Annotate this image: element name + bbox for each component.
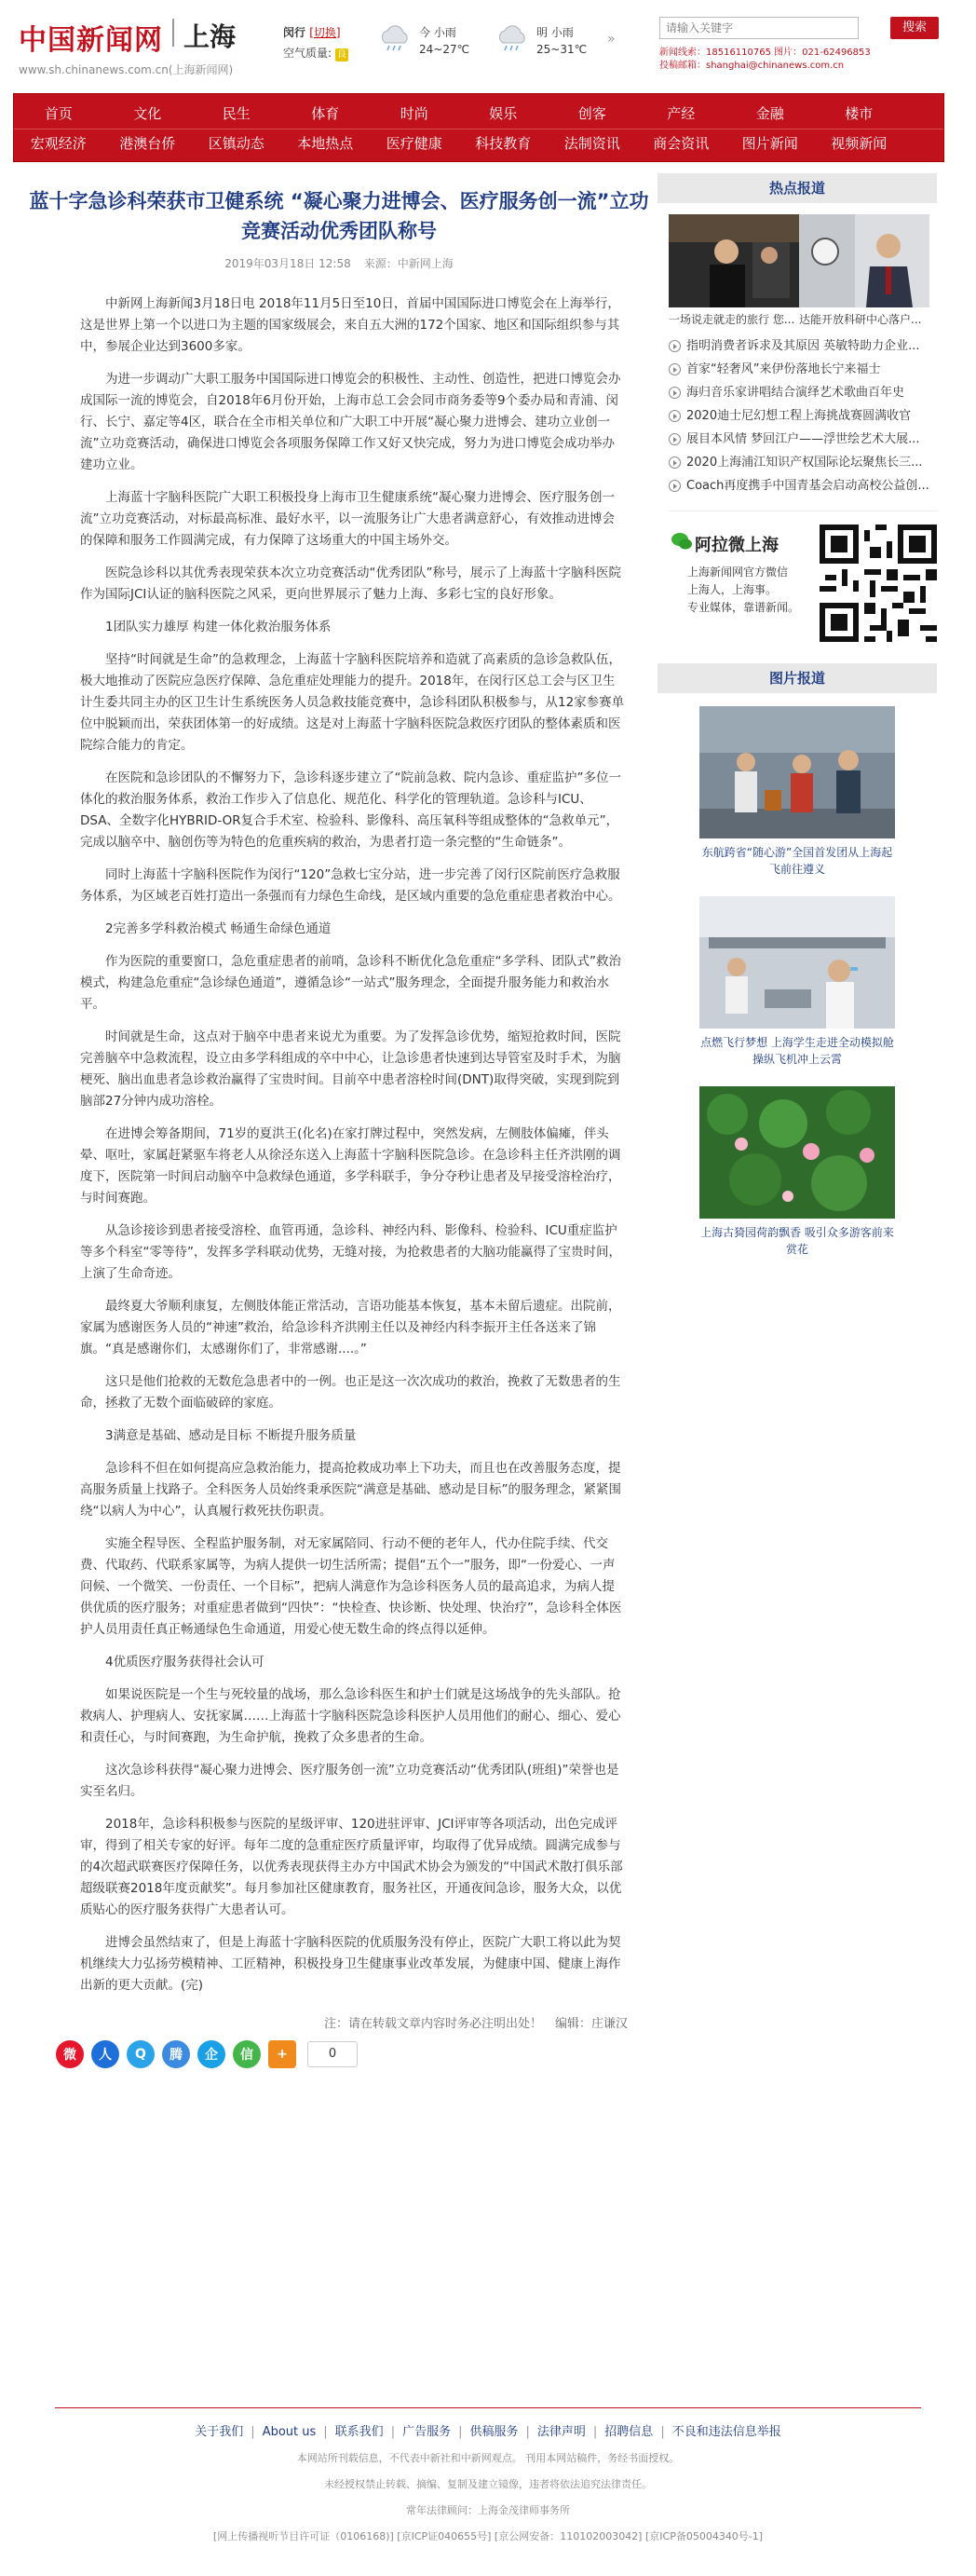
nav-item[interactable]: 本地热点 bbox=[297, 135, 354, 152]
footer-separator: | bbox=[592, 2425, 598, 2439]
qq-share-icon[interactable]: 企 bbox=[197, 2040, 225, 2068]
nav-item[interactable]: 体育 bbox=[311, 105, 340, 122]
picture-report-image[interactable] bbox=[699, 1086, 895, 1219]
hot-picture-item[interactable] bbox=[669, 214, 799, 327]
article-editor: 编辑：庄谦汉 bbox=[554, 2017, 628, 2031]
section-heading: 3满意是基础、感动是目标 不断提升服务质量 bbox=[105, 1428, 357, 1443]
footer-links bbox=[0, 2421, 976, 2439]
tencent-weibo-share-icon[interactable]: 腾 bbox=[162, 2040, 190, 2068]
hot-news-title[interactable]: 指明消费者诉求及其原因 英敏特助力企业... bbox=[686, 339, 920, 353]
nav-item[interactable]: 娱乐 bbox=[489, 105, 518, 122]
footer-link[interactable]: About us bbox=[262, 2425, 317, 2439]
nav-item[interactable]: 法制资讯 bbox=[563, 135, 620, 152]
article-paragraph: 这只是他们抢救的无数危急患者中的一例。也正是这一次次成功的救治，挽救了无数患者的生命，拯救了无数个面临破碎的家庭。 bbox=[80, 1374, 621, 1411]
article-paragraph: 如果说医院是一个生与死较量的战场，那么急诊科医生和护士们就是这场战争的先头部队。抢救病人、护理病人、安抚家属……上海蓝十字脑科医院急诊科医护人员用他们的耐心、细心、爱心和责任心，与时间赛跑，为生命护航，挽救了众多患者的生命。 bbox=[80, 1687, 621, 1745]
hot-news-item[interactable] bbox=[669, 404, 937, 428]
article-paragraph: 医院急诊科以其优秀表现荣获本次立功竞赛活动“优秀团队”称号，展示了上海蓝十字脑科医院作为国际JCI认证的脑科医院之风采，更向世界展示了魅力上海、多彩七宝的良好形象。 bbox=[80, 566, 621, 602]
article-meta bbox=[13, 255, 665, 271]
contact-hotline: 新闻线索：18516110765 图片：021-62496853 bbox=[659, 48, 871, 58]
footer-separator: | bbox=[660, 2425, 665, 2439]
logo-divider bbox=[172, 19, 174, 47]
today-temp: 24~27℃ bbox=[419, 43, 470, 56]
share-count: 0 bbox=[307, 2041, 358, 2067]
picture-report-caption[interactable]: 东航跨省“随心游”全国首发团从上海起飞前往遵义 bbox=[701, 846, 893, 876]
picture-report-caption[interactable]: 点燃飞行梦想 上海学生走进全动模拟舱操纵飞机冲上云霄 bbox=[700, 1036, 894, 1066]
hot-news-title[interactable]: 展目本风情 梦回江户——浮世绘艺术大展... bbox=[686, 432, 920, 446]
search-button[interactable]: 搜索 bbox=[890, 17, 939, 39]
article-paragraph: 作为医院的重要窗口，急危重症患者的前哨，急诊科不断优化急危重症“多学科、团队式”救治模式，构建急危重症“急诊绿色通道”，遵循急诊“一站式”服务理念，全面提升服务能力和救治水平。 bbox=[80, 954, 621, 1012]
play-circle-icon bbox=[669, 410, 681, 422]
footer-link[interactable]: 关于我们 bbox=[195, 2425, 244, 2439]
play-circle-icon bbox=[669, 480, 681, 492]
footer-link[interactable]: 供稿服务 bbox=[469, 2425, 519, 2439]
article-date: 2019年03月18日 12:58 bbox=[224, 257, 351, 270]
footer-licenses: [网上传播视听节目许可证（0106168)] [京ICP证040655号] [京公网安备：110102003042] [京ICP备05004340号-1] bbox=[212, 2530, 764, 2542]
article-paragraph: 坚持“时间就是生命”的急救理念，上海蓝十字脑科医院培养和造就了高素质的急诊急救队伍，极大地推动了医院应急医疗保障、急危重症处理能力的提升。2018年，在闵行区总工会与区卫生计生委共同主办的区卫生计生系统医务人员急救技能竞赛中，急诊科团队积极参与，从12家参赛单位中脱颖而出，荣获团体第一的好成绩。这是对上海蓝十字脑科医院急救医疗团队的整体素质和医院综合能力的肯定。 bbox=[80, 652, 625, 753]
picture-report-item[interactable] bbox=[699, 1086, 895, 1258]
section-heading: 2完善多学科救治模式 畅通生命绿色通道 bbox=[105, 921, 332, 936]
rain-cloud-icon bbox=[494, 24, 531, 52]
article-title: 蓝十字急诊科荣获市卫健系统 “凝心聚力进博会、医疗服务创一流”立功竞赛活动优秀团队称号 bbox=[29, 190, 649, 242]
weather-tomorrow bbox=[494, 20, 615, 61]
hot-picture-image[interactable] bbox=[799, 214, 929, 307]
air-quality-badge: 良 bbox=[336, 49, 346, 60]
switch-location-link[interactable]: [切换] bbox=[309, 26, 341, 39]
picture-section-title: 图片报道 bbox=[657, 663, 937, 693]
article-paragraph: 在医院和急诊团队的不懈努力下，急诊科逐步建立了“院前急救、院内急诊、重症监护”多位一体化的救治服务体系，救治工作步入了信息化、规范化、科学化的管理轨道。急诊科与ICU、DSA、全数字化HYBRID-OR复合手术室、检验科、影像科、高压氧科等组成整体的“急救单元”，完成以脑卒中、脑创伤等为特色的危重疾病的救治，为患者打造一条完整的“生命链条”。 bbox=[80, 770, 621, 850]
article-paragraph: 进博会虽然结束了，但是上海蓝十字脑科医院的优质服务没有停止，医院广大职工将以此为契机继续大力弘扬劳模精神、工匠精神，积极投身卫生健康事业改革发展，为健康中国、健康上海作出新的更大贡献。(完) bbox=[80, 1935, 621, 1993]
section-heading: 1团队实力雄厚 构建一体化救治服务体系 bbox=[105, 620, 332, 634]
hot-news-list bbox=[657, 327, 937, 497]
contact-info bbox=[659, 47, 939, 73]
footer-separator: | bbox=[390, 2425, 396, 2439]
play-circle-icon bbox=[669, 363, 681, 375]
more-share-icon[interactable]: + bbox=[268, 2040, 296, 2068]
hot-news-title[interactable]: 海归音乐家讲唱结合演绎艺术歌曲百年史 bbox=[686, 386, 905, 400]
picture-report-item[interactable] bbox=[699, 896, 895, 1068]
nav-item[interactable]: 产经 bbox=[667, 105, 696, 122]
site-logo[interactable] bbox=[19, 17, 236, 77]
footer-link[interactable]: 法律声明 bbox=[536, 2425, 586, 2439]
weibo-share-icon[interactable]: 微 bbox=[56, 2040, 84, 2068]
hot-picture-image[interactable] bbox=[669, 214, 799, 307]
rain-cloud-icon bbox=[376, 24, 413, 52]
nav-item[interactable]: 港澳台侨 bbox=[119, 135, 176, 152]
article-paragraph: 急诊科不但在如何提高应急救治能力，提高抢救成功率上下功夫，而且也在改善服务态度，提高服务质量上找路子。全科医务人员始终秉承医院“满意是基础、感动是目标”的服务理念，紧紧围绕“以病人为中心”，认真履行救死扶伤职责。 bbox=[80, 1461, 621, 1519]
site-header bbox=[13, 0, 944, 84]
footer-separator: | bbox=[323, 2425, 328, 2439]
hot-section-title: 热点报道 bbox=[657, 173, 937, 203]
hot-news-item[interactable] bbox=[669, 381, 937, 404]
contact-email: 投稿邮箱：shanghai@chinanews.com.cn bbox=[659, 61, 845, 71]
wechat-share-icon[interactable]: 信 bbox=[233, 2040, 261, 2068]
reprint-note: 注：请在转载文章内容时务必注明出处！ bbox=[323, 2017, 542, 2031]
footer-copyright: 未经授权禁止转载、摘编、复制及建立镜像，违者将依法追究法律责任。 bbox=[324, 2478, 652, 2490]
weather-more-icon[interactable]: » bbox=[607, 32, 616, 47]
footer-link[interactable]: 招聘信息 bbox=[604, 2425, 654, 2439]
hot-news-item[interactable] bbox=[669, 334, 937, 358]
article-paragraph: 为进一步调动广大职工服务中国国际进口博览会的积极性、主动性、创造性，把进口博览会办成国际一流的博览会，自2018年6月份开始，上海市总工会会同市商务委等9个委办局和青浦、闵行、长宁、嘉定等4区，联合在全市相关单位和广大职工中开展“凝心聚力进博会、建功立业创一流”立功竞赛活动，确保进口博览会各项服务保障工作又好又快完成，努力为进口博览会成功举办建功立业。 bbox=[80, 372, 621, 472]
hot-news-title[interactable]: 首家“轻奢风”来伊份落地长宁来福士 bbox=[686, 362, 881, 376]
tomorrow-temp: 25~31℃ bbox=[536, 43, 588, 56]
nav-item[interactable]: 民生 bbox=[222, 105, 251, 122]
article-main bbox=[13, 173, 665, 2068]
picture-report-caption[interactable]: 上海古猗园荷韵飘香 吸引众多游客前来赏花 bbox=[700, 1226, 894, 1256]
hot-news-title[interactable]: 2020上海浦江知识产权国际论坛聚焦长三... bbox=[686, 456, 923, 470]
nav-item[interactable]: 视频新闻 bbox=[831, 135, 888, 152]
footer-disclaimer: 本网站所刊载信息，不代表中新社和中新网观点。 刊用本网站稿件，务经书面授权。 bbox=[296, 2452, 680, 2464]
picture-report-image[interactable] bbox=[699, 896, 895, 1029]
nav-item[interactable]: 创客 bbox=[577, 105, 606, 122]
nav-row-primary bbox=[14, 100, 943, 129]
footer-separator: | bbox=[458, 2425, 463, 2439]
wechat-qr-code bbox=[820, 525, 937, 642]
footer-separator: | bbox=[525, 2425, 530, 2439]
hot-news-item[interactable] bbox=[669, 474, 937, 497]
article-paragraph: 在进博会筹备期间，71岁的夏洪王(化名)在家打牌过程中，突然发病，左侧肢体偏瘫，伴头晕、呕吐，家属赶紧驱车将老人从徐泾东送入上海蓝十字脑科医院急诊。在急诊科主任齐洪刚的调度下，医院第一时间启动脑卒中急救绿色通道，多学科联手，争分夺秒让患者及早接受溶栓治疗，与时间赛跑。 bbox=[80, 1126, 621, 1206]
today-weather: 今 小雨 bbox=[419, 26, 456, 39]
search-bar bbox=[659, 17, 927, 39]
article-note bbox=[13, 2013, 628, 2031]
wechat-account-name: 阿拉微上海 bbox=[695, 536, 779, 555]
hot-news-title[interactable]: 2020迪士尼幻想工程上海挑战赛圆满收官 bbox=[686, 409, 912, 423]
article-paragraph: 实施全程导医、全程监护服务制，对无家属陪同、行动不便的老年人，代办住院手续、代交费、代取药、代联系家属等，为病人提供一切生活所需；提倡“五个一”服务，即“一份爱心、一声问候、一个微笑、一份责任、一个目标”，把病人满意作为急诊科医务人员的最高追求，为病人提供优质的医疗服务；对重症患者做到“四快”：“快检查、快诊断、快处理、快治疗”，急诊科全体医护人员用责任真正畅通绿色生命通道，用爱心使无数生命的终点得以延伸。 bbox=[80, 1536, 622, 1637]
nav-row-secondary bbox=[14, 129, 943, 157]
wechat-promo bbox=[669, 511, 937, 650]
main-nav bbox=[13, 93, 944, 162]
share-bar bbox=[56, 2040, 665, 2068]
nav-item[interactable]: 区镇动态 bbox=[208, 135, 264, 152]
tomorrow-weather: 明 小雨 bbox=[536, 26, 574, 39]
weather-today bbox=[376, 20, 497, 61]
footer-separator: | bbox=[251, 2425, 255, 2439]
nav-item[interactable]: 商会资讯 bbox=[653, 135, 710, 152]
nav-item[interactable]: 金融 bbox=[755, 105, 784, 122]
footer-divider bbox=[55, 2407, 921, 2408]
wechat-desc-line: 专业媒体，靠谱新闻。 bbox=[687, 601, 800, 614]
qzone-share-icon[interactable]: Q bbox=[127, 2040, 155, 2068]
sidebar bbox=[657, 173, 937, 1276]
picture-reports bbox=[657, 693, 937, 1258]
footer-legal-advisor: 常年法律顾问：上海金茂律师事务所 bbox=[406, 2504, 570, 2516]
hot-picture-caption[interactable]: 一场说走就走的旅行 您... bbox=[669, 313, 795, 326]
nav-item[interactable]: 楼市 bbox=[845, 105, 874, 122]
hot-picture-caption[interactable]: 达能开放科研中心落户... bbox=[799, 313, 922, 326]
wechat-desc-line: 上海人，上海事。 bbox=[687, 583, 778, 596]
article-paragraph: 中新网上海新闻3月18日电 2018年11月5日至10日，首届中国国际进口博览会在上海举行，这是世界上第一个以进口为主题的国家级展会，来自五大洲的172个国家、地区和国际组织参与其中，参展企业达到3600多家。 bbox=[80, 296, 620, 354]
weather-location bbox=[283, 24, 358, 40]
renren-share-icon[interactable]: 人 bbox=[91, 2040, 119, 2068]
article-paragraph: 这次急诊科获得“凝心聚力进博会、医疗服务创一流”立功竞赛活动“优秀团队(班组)”荣誉也是实至名归。 bbox=[80, 1763, 619, 1799]
hot-news-item[interactable] bbox=[669, 428, 937, 451]
nav-item[interactable]: 宏观经济 bbox=[30, 135, 87, 152]
article-paragraph: 同时上海蓝十字脑科医院作为闵行“120”急救七宝分站，进一步完善了闵行区院前医疗急救服务体系，为区域老百姓打造出一条强而有力绿色生命线，是区域内重要的急危重症患者救治中心。 bbox=[80, 867, 621, 904]
hot-pictures bbox=[657, 203, 937, 327]
hot-picture-item[interactable] bbox=[799, 214, 929, 327]
nav-item[interactable]: 科技教育 bbox=[475, 135, 532, 152]
footer-link[interactable]: 联系我们 bbox=[334, 2425, 384, 2439]
location-name: 闵行 bbox=[283, 26, 306, 39]
air-quality-label: 空气质量: bbox=[283, 47, 332, 60]
picture-report-image[interactable] bbox=[699, 706, 895, 838]
nav-item[interactable]: 医疗健康 bbox=[386, 135, 442, 152]
article-source: 来源：中新网上海 bbox=[363, 257, 454, 270]
article-paragraph: 2018年，急诊科积极参与医院的星级评审、120进驻评审、JCI评审等各项活动，出色完成评审，得到了相关专家的好评。每年二度的急重症医疗质量评审，均取得了优异成绩。圆满完成参与的4次超武联赛医疗保障任务，以优秀表现获得主办方中国武术协会为颁发的“中国武术散打俱乐部超级联赛2018年度贡献奖”。每月参加社区健康教育，服务社区，开通夜间急诊，服务大众，以优质贴心的医疗服务获得广大患者认可。 bbox=[80, 1817, 623, 1917]
article-body bbox=[80, 293, 626, 1997]
nav-item[interactable]: 图片新闻 bbox=[741, 135, 798, 152]
play-circle-icon bbox=[669, 387, 681, 399]
picture-report-item[interactable] bbox=[699, 706, 895, 878]
article-paragraph: 时间就是生命，这点对于脑卒中患者来说尤为重要。为了发挥急诊优势，缩短抢救时间，医院完善脑卒中急救流程，设立由多学科组成的卒中中心，让急诊患者快速到达导管室及时手术，为脑梗死、脑出血患者急诊救治赢得了宝贵时间。目前卒中患者溶栓时间(DNT)取得突破，实现到院到脑部27分钟内成功溶栓。 bbox=[80, 1029, 621, 1109]
hot-news-item[interactable] bbox=[669, 358, 937, 381]
hot-news-title[interactable]: Coach再度携手中国青基会启动高校公益创... bbox=[686, 479, 929, 493]
section-heading: 4优质医疗服务获得社会认可 bbox=[105, 1655, 264, 1670]
article-paragraph: 上海蓝十字脑科医院广大职工积极投身上海市卫生健康系统“凝心聚力进博会、医疗服务创一流”立功竞赛活动，对标最高标准、最好水平，以一流服务让广大患者满意舒心，有效推动进博会的保障和服务工作圆满完成，有力保障了这场重大的中国主场外交。 bbox=[80, 490, 615, 548]
play-circle-icon bbox=[669, 433, 681, 445]
logo-url: www.sh.chinanews.com.cn(上海新闻网) bbox=[19, 63, 234, 76]
footer-link[interactable]: 不良和违法信息举报 bbox=[671, 2425, 781, 2439]
search-input[interactable] bbox=[659, 17, 859, 39]
wechat-description bbox=[687, 564, 818, 617]
footer-link[interactable]: 广告服务 bbox=[402, 2425, 452, 2439]
article-paragraph: 最终夏大爷顺利康复，左侧肢体能正常活动，言语功能基本恢复，基本未留后遗症。出院前，家属为感谢医务人员的“神速”救治，给急诊科齐洪刚主任以及神经内科李振开主任各送来了锦旗。“真是感谢你们，太感谢你们了，非常感谢....。” bbox=[80, 1299, 621, 1356]
nav-item[interactable]: 文化 bbox=[133, 105, 162, 122]
hot-news-item[interactable] bbox=[669, 451, 937, 474]
nav-item[interactable]: 时尚 bbox=[400, 105, 428, 122]
logo-city: 上海 bbox=[183, 21, 237, 52]
site-footer bbox=[0, 2407, 976, 2543]
play-circle-icon bbox=[669, 457, 681, 469]
article-paragraph: 从急诊接诊到患者接受溶栓、血管再通，急诊科、神经内科、影像科、检验科、ICU重症监护等多个科室“零等待”，发挥多学科联动优势，无缝对接，为抢救患者的大脑功能赢得了宝贵时间，上演了生命奇迹。 bbox=[80, 1223, 621, 1281]
wechat-icon bbox=[671, 530, 693, 552]
logo-chinese: 中国新闻网 bbox=[19, 24, 163, 57]
nav-item[interactable]: 首页 bbox=[44, 105, 73, 122]
play-circle-icon bbox=[669, 340, 681, 352]
wechat-desc-line: 上海新闻网官方微信 bbox=[687, 566, 789, 579]
